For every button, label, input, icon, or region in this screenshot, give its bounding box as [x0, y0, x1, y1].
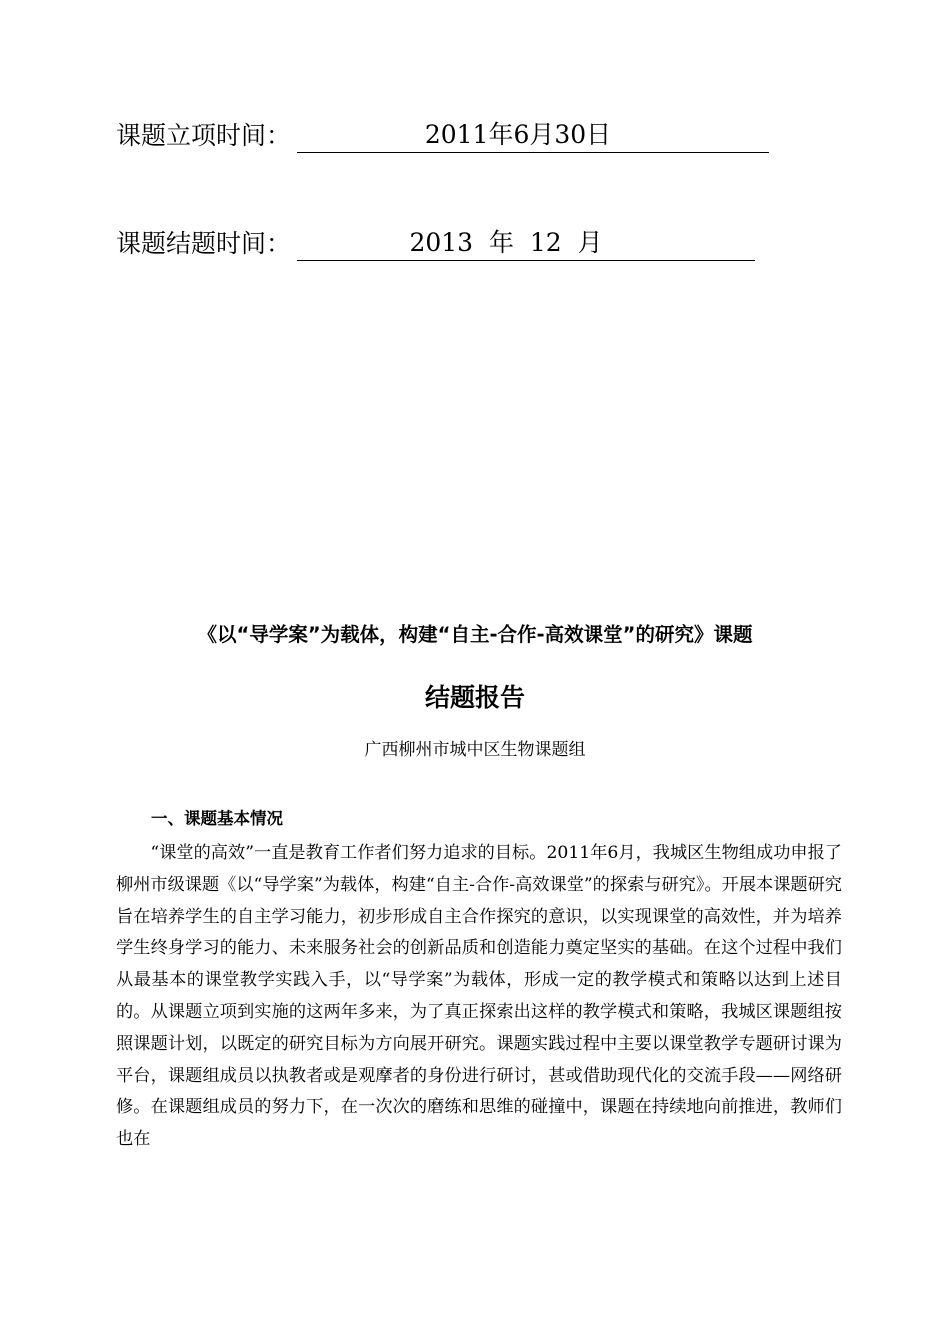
- section-heading: 一、课题基本情况: [151, 809, 283, 828]
- report-title: 《以“导学案”为载体，构建“自主-合作-高效课堂”的研究》课题: [197, 623, 753, 646]
- start-date-row: [116, 118, 769, 153]
- body-paragraph: “课堂的高效”一直是教育工作者们努力追求的目标。2011年6月，我城区生物组成功申报了柳州市级课题《以“导学案”为载体，构建“自主-合作-高效课堂”的探索与研究》。开展本课题研究旨在培养学生的自主学习能力，初步形成自主合作探究的意识，以实现课堂的高效性，并为培养学生终身学习的能力、未来服务社会的创新品质和创造能力奠定坚实的基础。在这个过程中我们从最基本的课堂教学实践入手，以“导学案”为载体，形成一定的教学模式和策略以达到上述目的。从课题立项到实施的这两年多来，为了真正探索出这样的教学模式和策略，我城区课题组按照课题计划，以既定的研究目标为方向展开研究。课题实践过程中主要以课堂教学专题研讨课为平台，课题组成员以执教者或是观摩者的身份进行研讨，甚或借助现代化的交流手段——网络研修。在课题组成员的努力下，在一次次的磨练和思维的碰撞中，课题在持续地向前推进，教师们也在: [116, 843, 842, 1150]
- report-subtitle: 结题报告: [424, 683, 525, 712]
- end-date-row: [116, 226, 755, 261]
- report-author: 广西柳州市城中区生物课题组: [364, 740, 586, 760]
- start-date-label: 课题立项时间：: [116, 121, 292, 150]
- end-date-label: 课题结题时间：: [116, 229, 292, 258]
- start-date-value: 2011年6月30日: [297, 118, 769, 153]
- end-date-value: 2013 年 12 月: [297, 226, 755, 261]
